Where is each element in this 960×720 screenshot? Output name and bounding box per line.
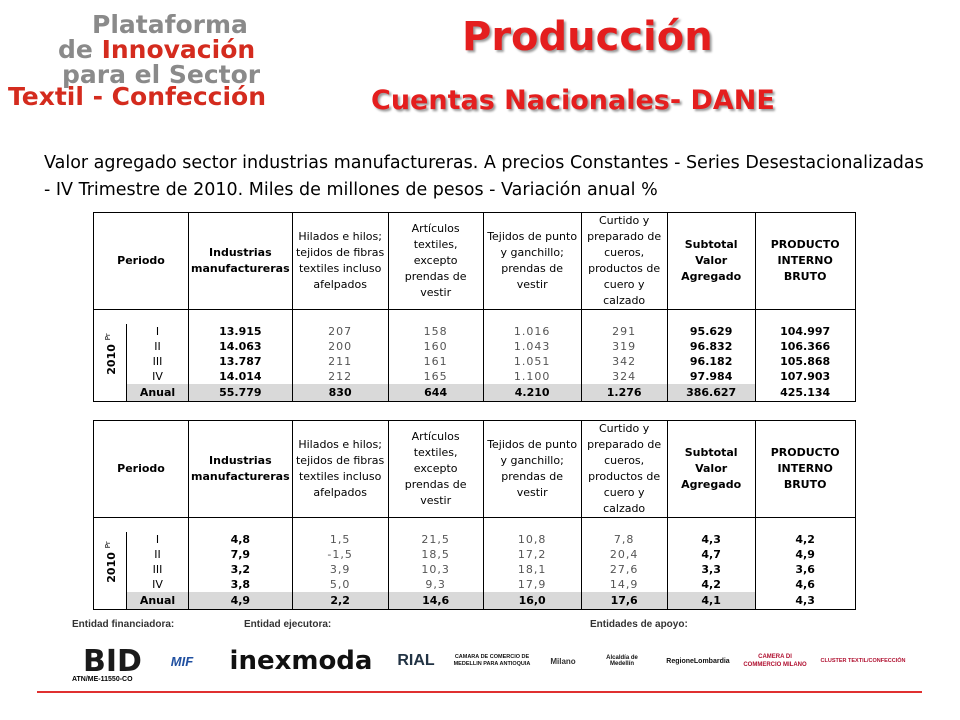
year-superscript: Pr [104, 333, 113, 341]
annual-cell: 644 [388, 384, 483, 402]
annual-cell: 1.276 [581, 384, 667, 402]
header-articulos: Artículos textiles, excepto prendas de vestir [388, 421, 483, 518]
table-cell: 96.182 [667, 354, 755, 369]
table-cell: 1,5 [292, 532, 388, 547]
table-row [94, 562, 856, 577]
camara-medellin-logo: CAMARA DE COMERCIO DE MEDELLIN PARA ANTIOQUIA [453, 654, 531, 667]
table-cell: 1.100 [483, 369, 581, 384]
table-row [94, 339, 856, 354]
logo-line-2b: Innovación [101, 35, 256, 64]
table-cell: 27,6 [581, 562, 667, 577]
table-cell: 4,2 [667, 577, 755, 592]
annual-spacer [94, 592, 127, 610]
table-cell: 5,0 [292, 577, 388, 592]
milano-logo: Milano [550, 656, 576, 666]
year-label [101, 541, 119, 582]
annual-cell: 16,0 [483, 592, 581, 610]
bid-logo: BID [83, 643, 142, 679]
table-cell: 20,4 [581, 547, 667, 562]
header-pib: PRODUCTO INTERNO BRUTO [755, 421, 855, 518]
table-cell: 4,8 [189, 532, 293, 547]
logo-line-4: Textil - Confección [8, 82, 267, 111]
annual-cell: 425.134 [755, 384, 855, 402]
inexmoda-logo: inexmoda [229, 646, 373, 676]
table-cell: 13.915 [189, 324, 293, 339]
year-superscript: Pr [104, 541, 113, 549]
table-cell: -1,5 [292, 547, 388, 562]
table-cell: 165 [388, 369, 483, 384]
table-cell: 4,7 [667, 547, 755, 562]
annual-cell: 4,3 [755, 592, 855, 610]
year-value: 2010 [104, 344, 118, 375]
annual-row [94, 384, 856, 402]
table-cell: 4,9 [755, 547, 855, 562]
table-cell: 17,2 [483, 547, 581, 562]
header-subtotal: Subtotal Valor Agregado [667, 213, 755, 310]
annual-cell: 4,9 [189, 592, 293, 610]
table-cell: 291 [581, 324, 667, 339]
table2-body [94, 532, 856, 610]
table-cell: 3,2 [189, 562, 293, 577]
quarter-label: III [127, 354, 189, 369]
annual-label: Anual [127, 592, 189, 610]
header-articulos: Artículos textiles, excepto prendas de vestir [388, 213, 483, 310]
annual-cell: 17,6 [581, 592, 667, 610]
financing-label: Entidad financiadora: [72, 619, 175, 630]
annual-spacer [94, 384, 127, 402]
annual-cell: 14,6 [388, 592, 483, 610]
table-cell: 18,5 [388, 547, 483, 562]
regione-lombardia-logo: RegioneLombardia [666, 657, 730, 665]
table-cell: 3,6 [755, 562, 855, 577]
table-cell: 160 [388, 339, 483, 354]
table-cell: 161 [388, 354, 483, 369]
quarter-label: II [127, 339, 189, 354]
table-cell: 212 [292, 369, 388, 384]
table-cell: 107.903 [755, 369, 855, 384]
table-cell: 17,9 [483, 577, 581, 592]
table-row [94, 369, 856, 384]
plataforma-logo [0, 0, 267, 120]
logo-line-1: Plataforma [92, 10, 248, 39]
quarter-label: I [127, 324, 189, 339]
year-label [101, 333, 119, 374]
table-cell: 9,3 [388, 577, 483, 592]
header-tejidos: Tejidos de punto y ganchillo; prendas de vestir [483, 421, 581, 518]
table-row [94, 532, 856, 547]
header-curtido: Curtido y preparado de cueros, productos de cuero y calzado [581, 213, 667, 310]
table-row [94, 577, 856, 592]
annual-cell: 2,2 [292, 592, 388, 610]
logo-line-2 [58, 37, 255, 62]
table-row [94, 547, 856, 562]
quarter-label: II [127, 547, 189, 562]
annual-row [94, 592, 856, 610]
table-row [94, 324, 856, 339]
atn-code: ATN/ME-11550-CO [72, 676, 133, 683]
table-cell: 95.629 [667, 324, 755, 339]
table1-body [94, 324, 856, 402]
table-cell: 4,3 [667, 532, 755, 547]
production-values-table [93, 212, 856, 402]
table-cell: 3,8 [189, 577, 293, 592]
support-label: Entidades de apoyo: [590, 619, 688, 630]
header-hilados: Hilados e hilos; tejidos de fibras textiles incluso afelpados [292, 213, 388, 310]
table-cell: 342 [581, 354, 667, 369]
table-cell: 14.014 [189, 369, 293, 384]
page-subtitle: Cuentas Nacionales- DANE [371, 85, 775, 116]
executing-label: Entidad ejecutora: [244, 619, 332, 630]
table-cell: 21,5 [388, 532, 483, 547]
logo-line-2a: de [58, 35, 102, 64]
header-periodo: Periodo [94, 213, 189, 310]
table-cell: 1.051 [483, 354, 581, 369]
production-variation-table [93, 420, 856, 610]
table-cell: 7,8 [581, 532, 667, 547]
annual-cell: 55.779 [189, 384, 293, 402]
table-cell: 211 [292, 354, 388, 369]
table-cell: 96.832 [667, 339, 755, 354]
year-cell [94, 324, 127, 384]
table-cell: 4,2 [755, 532, 855, 547]
quarter-label: IV [127, 577, 189, 592]
table-cell: 324 [581, 369, 667, 384]
table-cell: 10,3 [388, 562, 483, 577]
table-cell: 10,8 [483, 532, 581, 547]
quarter-label: I [127, 532, 189, 547]
cluster-logo: CLUSTER TEXTIL/CONFECCIÓN [820, 657, 906, 664]
rial-logo: RIAL [397, 652, 435, 669]
header-industrias: Industrias manufactureras [189, 421, 293, 518]
annual-cell: 4.210 [483, 384, 581, 402]
table-cell: 207 [292, 324, 388, 339]
table-cell: 106.366 [755, 339, 855, 354]
annual-cell: 4,1 [667, 592, 755, 610]
logo-line-3: para el Sector [62, 60, 261, 89]
header-periodo: Periodo [94, 421, 189, 518]
year-value: 2010 [104, 552, 118, 583]
table-cell: 7,9 [189, 547, 293, 562]
camera-milano-logo: CAMERA DI COMMERCIO MILANO [743, 654, 807, 668]
table-cell: 1.016 [483, 324, 581, 339]
table-cell: 3,3 [667, 562, 755, 577]
table-cell: 14.063 [189, 339, 293, 354]
page-title: Producción [462, 14, 713, 60]
header-subtotal: Subtotal Valor Agregado [667, 421, 755, 518]
annual-label: Anual [127, 384, 189, 402]
alcaldia-medellin-logo: Alcaldía de Medellín [606, 655, 638, 667]
quarter-label: IV [127, 369, 189, 384]
table-cell: 105.868 [755, 354, 855, 369]
mif-logo: MIF [170, 653, 194, 669]
header-pib: PRODUCTO INTERNO BRUTO [755, 213, 855, 310]
table-cell: 104.997 [755, 324, 855, 339]
table-cell: 4,6 [755, 577, 855, 592]
table-cell: 13.787 [189, 354, 293, 369]
quarter-label: III [127, 562, 189, 577]
table-cell: 319 [581, 339, 667, 354]
table-row [94, 354, 856, 369]
footer-divider [37, 691, 922, 693]
annual-cell: 830 [292, 384, 388, 402]
annual-cell: 386.627 [667, 384, 755, 402]
header-tejidos: Tejidos de punto y ganchillo; prendas de vestir [483, 213, 581, 310]
table-cell: 14,9 [581, 577, 667, 592]
table-cell: 158 [388, 324, 483, 339]
header-industrias: Industrias manufactureras [189, 213, 293, 310]
table-cell: 200 [292, 339, 388, 354]
description-text: Valor agregado sector industrias manufactureras. A precios Constantes - Series Desestacionalizadas - IV Trimestre de 2010. Miles de millones de pesos - Variación anual % [44, 153, 924, 200]
year-cell [94, 532, 127, 592]
table-cell: 97.984 [667, 369, 755, 384]
table-cell: 1.043 [483, 339, 581, 354]
header-hilados: Hilados e hilos; tejidos de fibras textiles incluso afelpados [292, 421, 388, 518]
table-cell: 18,1 [483, 562, 581, 577]
table-cell: 3,9 [292, 562, 388, 577]
header-curtido: Curtido y preparado de cueros, productos de cuero y calzado [581, 421, 667, 518]
